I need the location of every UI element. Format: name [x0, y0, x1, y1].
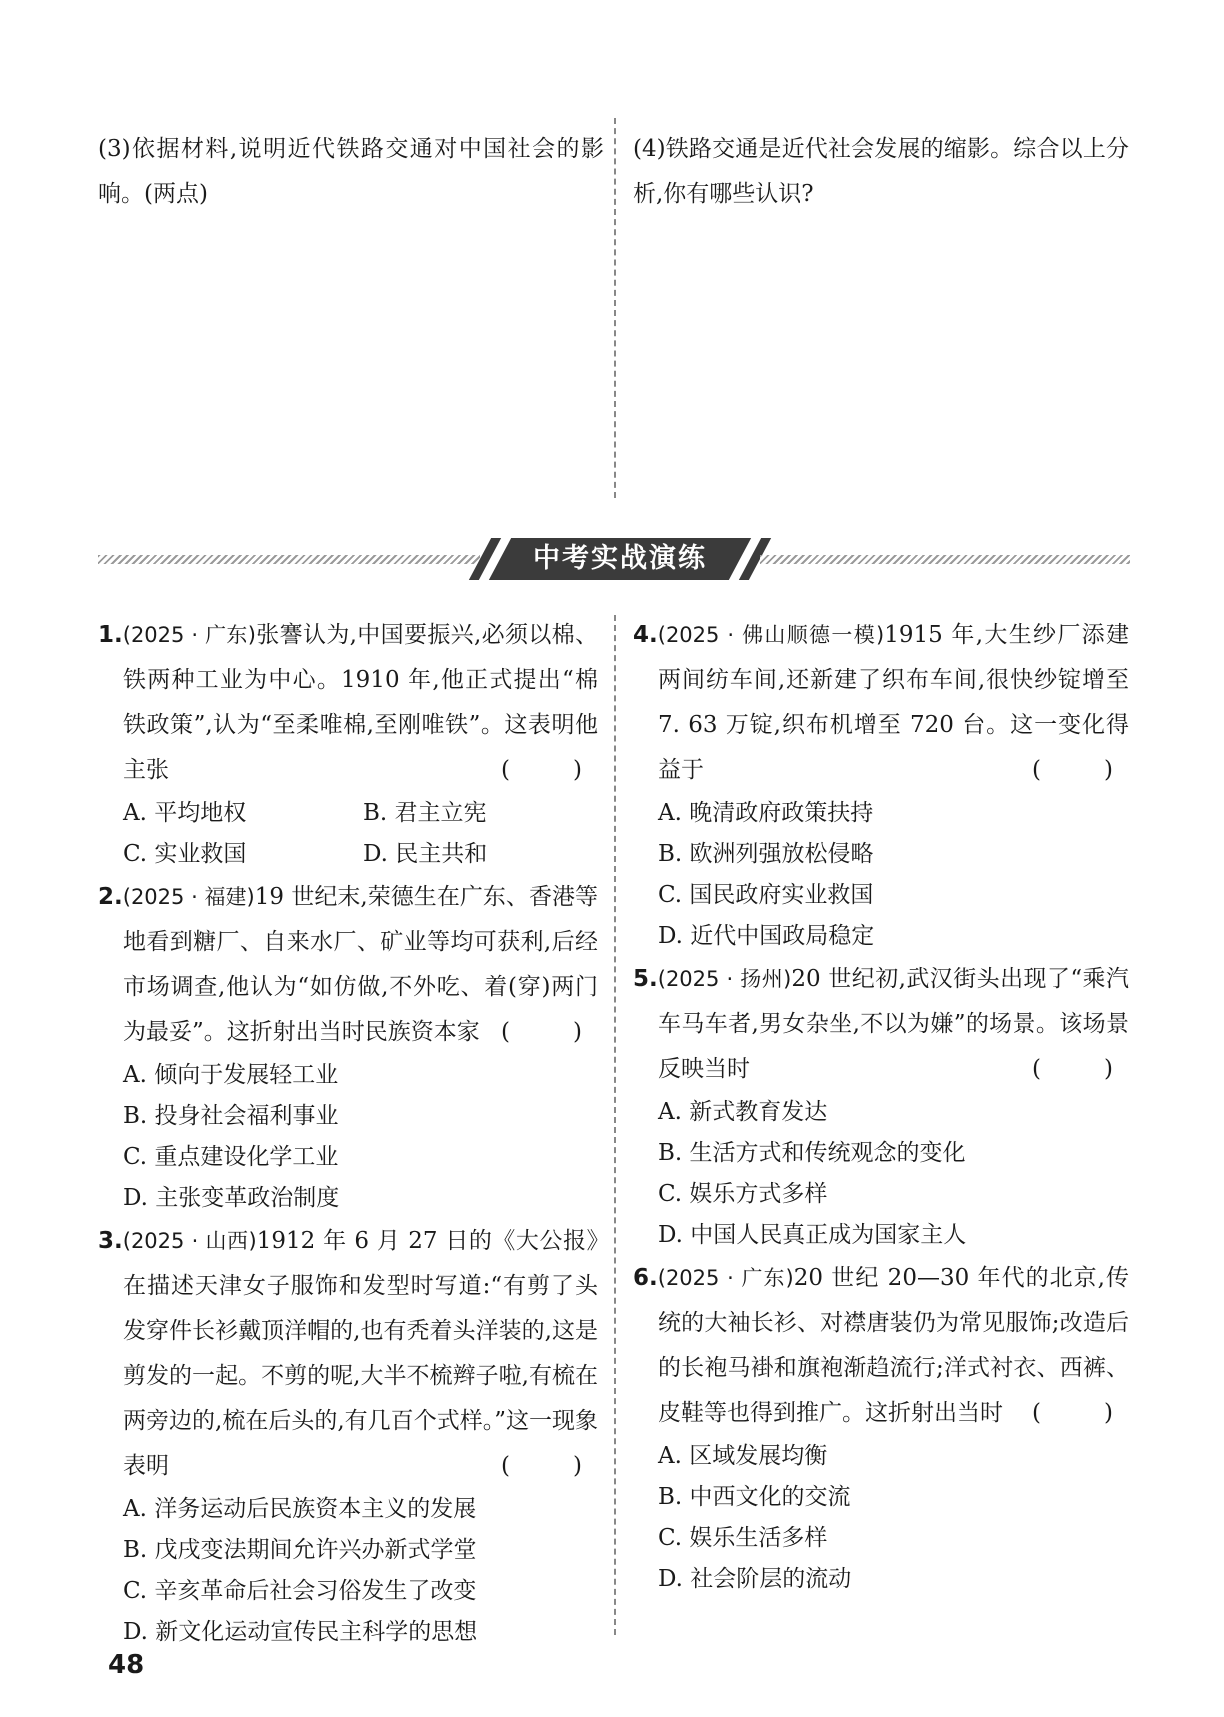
question-5 [633, 957, 1129, 1256]
option-list [633, 793, 1129, 957]
questions-right-column [633, 613, 1129, 1600]
column-divider-top [614, 118, 616, 498]
question-stem: 1915 年,大生纱厂添建两间纺车间,还新建了织布车间,很快纱锭增至 7. 63 万锭,织布机增至 720 台。这一变化得益于 [658, 622, 1130, 783]
question-source: (2025 · 福建) [122, 885, 255, 909]
question-number: 6. [633, 1265, 658, 1291]
question-1 [98, 613, 598, 875]
option-list [633, 1436, 1129, 1600]
question-number: 5. [633, 966, 658, 992]
question-source: (2025 · 广东) [122, 623, 256, 647]
banner-hatch-right [760, 555, 1130, 564]
answer-blank[interactable]: ( ) [501, 1019, 582, 1045]
answer-blank[interactable]: ( ) [1032, 1400, 1113, 1426]
option-a[interactable]: A. 新式教育发达 [658, 1099, 828, 1125]
option-a[interactable]: A. 倾向于发展轻工业 [123, 1062, 339, 1088]
option-b[interactable]: B. 君主立宪 [363, 800, 487, 826]
option-c[interactable]: C. 重点建设化学工业 [123, 1144, 339, 1170]
option-c[interactable]: C. 实业救国 [123, 841, 247, 867]
question-number: 2. [98, 884, 123, 910]
question-2 [98, 875, 598, 1219]
question-stem: 19 世纪末,荣德生在广东、香港等地看到糖厂、自来水厂、矿业等均可获利,后经市场调查,他认为“如仿做,不外吃、着(穿)两门为最妥”。这折射出当时民族资本家 [123, 884, 598, 1045]
questions-left-column [98, 613, 598, 1653]
question-source: (2025 · 广东) [657, 1266, 794, 1290]
question-4 [633, 613, 1129, 957]
option-d[interactable]: D. 社会阶层的流动 [658, 1566, 852, 1592]
question-source: (2025 · 扬州) [657, 967, 792, 991]
option-c[interactable]: C. 娱乐生活多样 [658, 1525, 828, 1551]
option-b[interactable]: B. 中西文化的交流 [658, 1484, 851, 1510]
page-number: 48 [108, 1650, 145, 1680]
option-b[interactable]: B. 欧洲列强放松侵略 [658, 841, 874, 867]
option-list [633, 1092, 1129, 1256]
question-source: (2025 · 山西) [122, 1229, 257, 1253]
option-d[interactable]: D. 主张变革政治制度 [123, 1185, 340, 1211]
option-c[interactable]: C. 国民政府实业救国 [658, 882, 874, 908]
option-b[interactable]: B. 投身社会福利事业 [123, 1103, 339, 1129]
column-divider-bottom [614, 615, 616, 1635]
option-d[interactable]: D. 民主共和 [363, 841, 488, 867]
question-number: 4. [633, 622, 658, 648]
question-3 [98, 1219, 598, 1653]
question-stem: 张謇认为,中国要振兴,必须以棉、铁两种工业为中心。1910 年,他正式提出“棉铁政策”,认为“至柔唯棉,至刚唯铁”。这表明他主张 [123, 622, 599, 783]
question-source: (2025 · 佛山顺德一模) [657, 623, 885, 647]
option-c[interactable]: C. 辛亥革命后社会习俗发生了改变 [123, 1578, 477, 1604]
answer-blank[interactable]: ( ) [1032, 1056, 1113, 1082]
section-banner [98, 535, 1130, 583]
question-3-prompt: (3)依据材料,说明近代铁路交通对中国社会的影响。(两点) [98, 136, 604, 207]
question-stem: 20 世纪初,武汉街头出现了“乘汽车马车者,男女杂坐,不以为嫌”的场景。该场景反映当时 [658, 966, 1129, 1082]
option-list [98, 1055, 598, 1219]
option-list [98, 1489, 598, 1653]
answer-blank[interactable]: ( ) [1032, 757, 1113, 783]
option-list [98, 793, 598, 875]
banner-hatch-left [98, 555, 480, 564]
question-number: 3. [98, 1228, 123, 1254]
option-b[interactable]: B. 生活方式和传统观念的变化 [658, 1140, 966, 1166]
option-b[interactable]: B. 戊戌变法期间允许兴办新式学堂 [123, 1537, 477, 1563]
option-a[interactable]: A. 平均地权 [123, 800, 247, 826]
question-stem: 1912 年 6 月 27 日的《大公报》在描述天津女子服饰和发型时写道:“有剪了头发穿件长衫戴顶洋帽的,也有秃着头洋装的,这是剪发的一起。不剪的呢,大半不梳辫子啦,有梳在两旁边的,梳在后头的,有几百个式样。”这一现象表明 [123, 1228, 598, 1479]
option-c[interactable]: C. 娱乐方式多样 [658, 1181, 828, 1207]
question-number: 1. [98, 622, 123, 648]
option-a[interactable]: A. 洋务运动后民族资本主义的发展 [123, 1496, 477, 1522]
banner-label-box [480, 538, 760, 580]
option-a[interactable]: A. 区域发展均衡 [658, 1443, 828, 1469]
section-title: 中考实战演练 [533, 543, 707, 574]
question-6 [633, 1256, 1129, 1600]
answer-blank[interactable]: ( ) [501, 1453, 582, 1479]
option-d[interactable]: D. 中国人民真正成为国家主人 [658, 1222, 967, 1248]
answer-blank[interactable]: ( ) [501, 757, 582, 783]
question-4-prompt: (4)铁路交通是近代社会发展的缩影。综合以上分析,你有哪些认识? [633, 136, 1129, 207]
option-a[interactable]: A. 晚清政府政策扶持 [658, 800, 874, 826]
option-d[interactable]: D. 新文化运动宣传民主科学的思想 [123, 1619, 478, 1645]
option-d[interactable]: D. 近代中国政局稳定 [658, 923, 875, 949]
question-stem: 20 世纪 20—30 年代的北京,传统的大袖长衫、对襟唐装仍为常见服饰;改造后的长袍马褂和旗袍渐趋流行;洋式衬衣、西裤、皮鞋等也得到推广。这折射出当时 [658, 1265, 1129, 1426]
